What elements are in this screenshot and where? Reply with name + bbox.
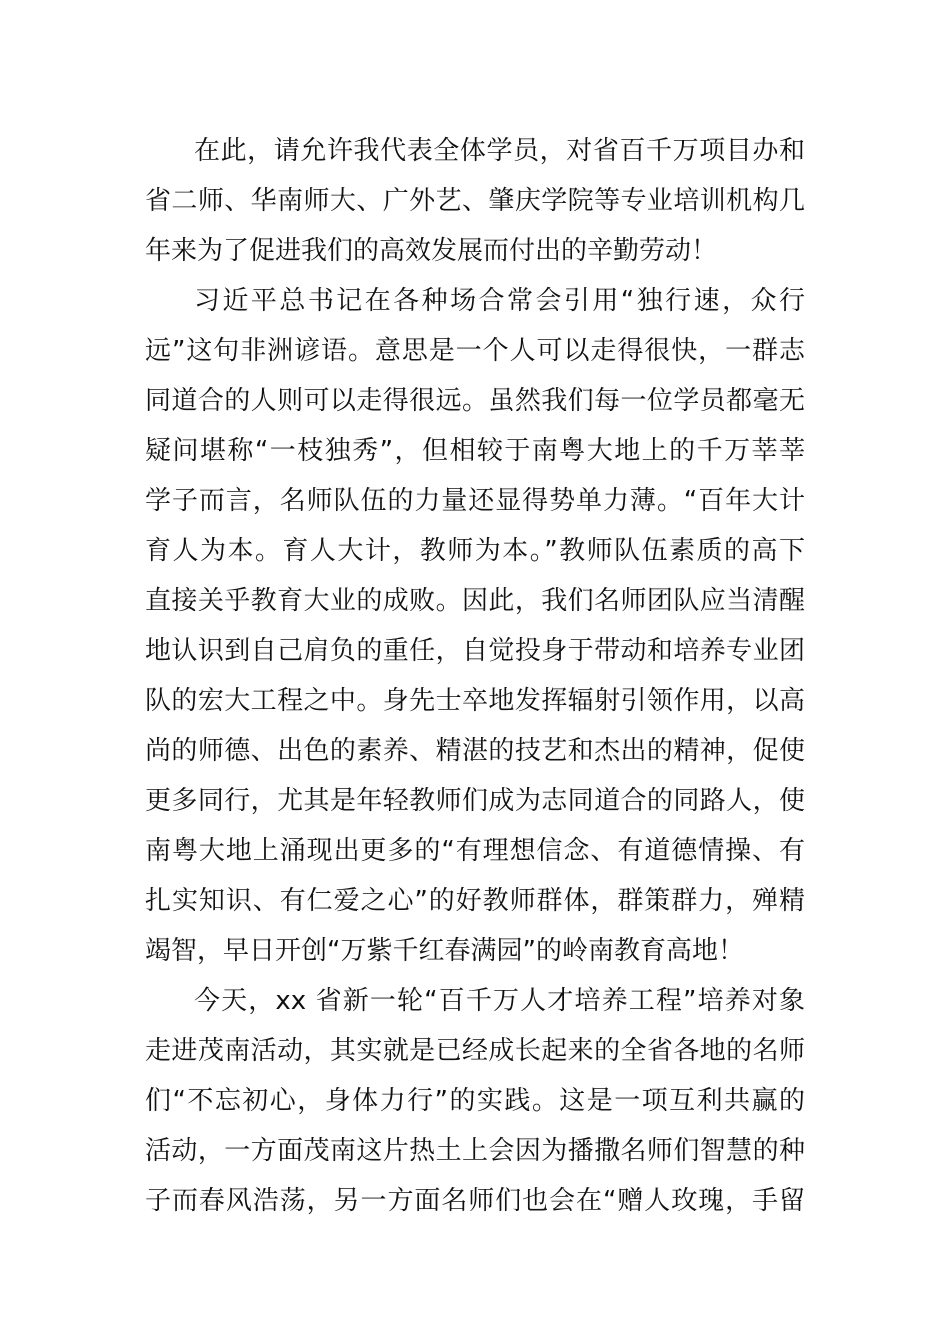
paragraph-line: 子而春风浩荡，另一方面名师们也会在“赠人玫瑰，手留 bbox=[145, 1186, 805, 1216]
paragraph-line: 们“不忘初心，身体力行”的实践。这是一项互利共赢的 bbox=[145, 1086, 805, 1116]
paragraph-line: 今天，xx 省新一轮“百千万人才培养工程”培养对象 bbox=[194, 986, 805, 1016]
paragraph-line: 更多同行，尤其是年轻教师们成为志同道合的同路人，使 bbox=[145, 786, 805, 816]
paragraph-line: 年来为了促进我们的高效发展而付出的辛勤劳动！ bbox=[145, 236, 718, 266]
paragraph-line: 同道合的人则可以走得很远。虽然我们每一位学员都毫无 bbox=[145, 386, 805, 416]
paragraph-line: 队的宏大工程之中。身先士卒地发挥辐射引领作用，以高 bbox=[145, 686, 805, 716]
paragraph-line: 尚的师德、出色的素养、精湛的技艺和杰出的精神，促使 bbox=[145, 736, 805, 766]
paragraph-line: 习近平总书记在各种场合常会引用“独行速，众行 bbox=[194, 286, 805, 316]
paragraph-line: 疑问堪称“一枝独秀”，但相较于南粤大地上的千万莘莘 bbox=[145, 436, 805, 466]
paragraph-line: 省二师、华南师大、广外艺、肇庆学院等专业培训机构几 bbox=[145, 186, 805, 216]
paragraph-line: 在此，请允许我代表全体学员，对省百千万项目办和 bbox=[194, 136, 805, 166]
paragraph-line: 扎实知识、有仁爱之心”的好教师群体，群策群力，殚精 bbox=[145, 886, 805, 916]
paragraph-line: 地认识到自己肩负的重任，自觉投身于带动和培养专业团 bbox=[145, 636, 805, 666]
paragraph-line: 走进茂南活动，其实就是已经成长起来的全省各地的名师 bbox=[145, 1036, 805, 1066]
paragraph-line: 直接关乎教育大业的成败。因此，我们名师团队应当清醒 bbox=[145, 586, 805, 616]
paragraph-line: 活动，一方面茂南这片热土上会因为播撒名师们智慧的种 bbox=[145, 1136, 805, 1166]
paragraph-line: 育人为本。育人大计，教师为本。”教师队伍素质的高下 bbox=[145, 536, 805, 566]
paragraph-line: 学子而言，名师队伍的力量还显得势单力薄。“百年大计 bbox=[145, 486, 805, 516]
paragraph-line: 远”这句非洲谚语。意思是一个人可以走得很快，一群志 bbox=[145, 336, 805, 366]
paragraph-line: 竭智，早日开创“万紫千红春满园”的岭南教育高地！ bbox=[145, 936, 744, 966]
paragraph-line: 南粤大地上涌现出更多的“有理想信念、有道德情操、有 bbox=[145, 836, 805, 866]
